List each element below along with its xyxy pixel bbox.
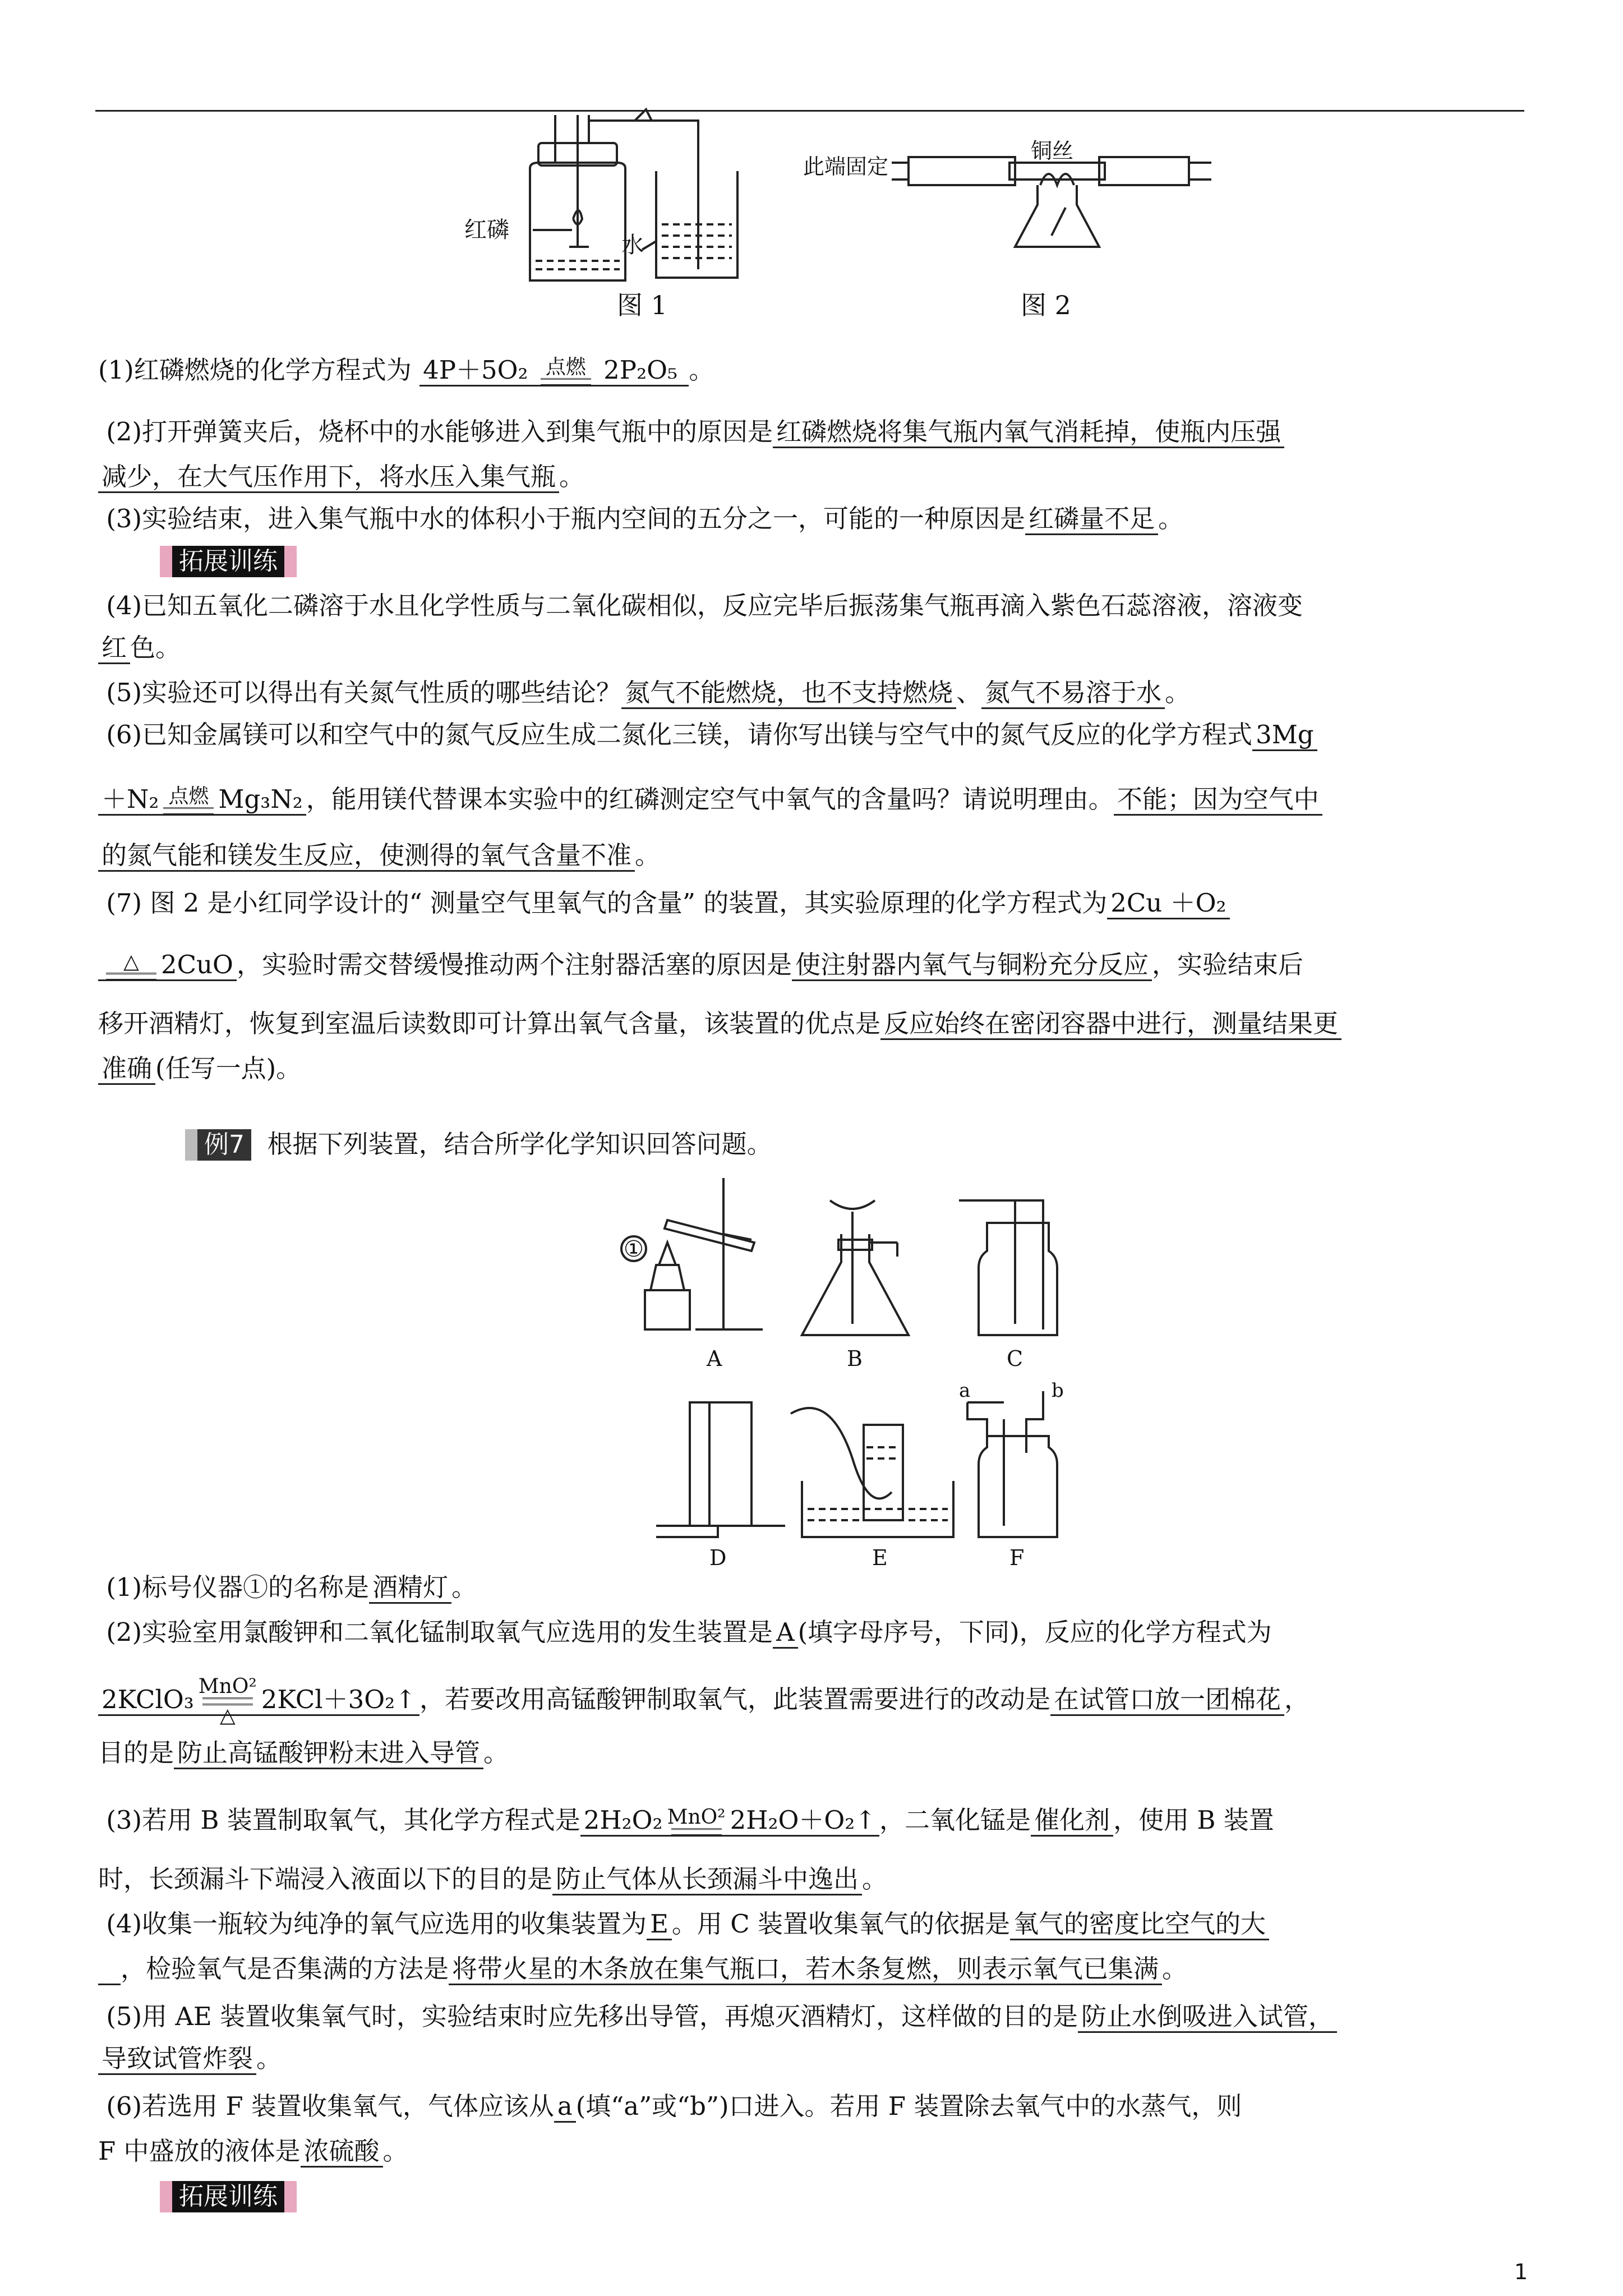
q4-suffix: 色。 — [130, 633, 181, 662]
apparatus-B-label: B — [847, 1346, 863, 1371]
question-2 — [98, 415, 1528, 449]
q7-eq-a: 2Cu ＋O₂ — [1107, 888, 1229, 919]
example7-question-3 — [98, 1803, 1528, 1837]
r3-eq-b: 2H₂O＋O₂↑ — [730, 1805, 877, 1835]
q6-eq-c: Mg₃N₂ — [218, 784, 303, 814]
fig2-label-fixed-end: 此端固定 — [803, 154, 889, 179]
q7-mid2: ，实验结束后 — [1151, 950, 1303, 979]
extension-training-heading-2 — [160, 2179, 1590, 2213]
q7-text: (7) 图 2 是小红同学设计的“ 测量空气里氧气的含量” 的装置，其实验原理的化学方程式为 — [106, 888, 1108, 918]
q2-text: (2)打开弹簧夹后，烧杯中的水能够进入到集气瓶中的原因是 — [106, 417, 773, 447]
example-7-tag: 例7 — [185, 1129, 251, 1161]
apparatus-F — [967, 1391, 1057, 1537]
apparatus-A-marker: ① — [624, 1236, 644, 1262]
r3-answer-2: 防止气体从长颈漏斗中逸出 — [552, 1864, 862, 1895]
r2-mid3: ， — [1284, 1684, 1310, 1714]
r2-answer-1: A — [773, 1617, 798, 1649]
example-7-text: 根据下列装置，结合所学化学知识回答问题。 — [267, 1129, 772, 1159]
example7-question-2-cont2 — [98, 1736, 1528, 1770]
apparatus-E — [791, 1408, 953, 1537]
question-6-cont — [98, 783, 1528, 816]
r2-answer-2: 在试管口放一团棉花 — [1050, 1685, 1284, 1716]
question-2-cont — [98, 460, 1528, 494]
example7-question-1 — [98, 1571, 1528, 1604]
apparatus-A — [621, 1178, 763, 1329]
r1-text: (1)标号仪器①的名称是 — [106, 1572, 370, 1602]
question-3 — [98, 502, 1528, 536]
q7-mid: ，实验时需交替缓慢推动两个注射器活塞的原因是 — [236, 950, 792, 979]
r2-cond-bottom: △ — [219, 1704, 236, 1727]
question-6-cont2 — [98, 839, 1528, 872]
fig1-caption: 图 1 — [617, 290, 667, 320]
q6-equation — [98, 784, 306, 816]
example7-question-2 — [98, 1616, 1528, 1649]
fig1-label-red-phosphorus: 红磷 — [464, 217, 509, 243]
q6-condition — [163, 784, 214, 816]
q7-line3: 移开酒精灯，恢复到室温后读数即可计算出氧气含量，该装置的优点是 — [98, 1009, 881, 1038]
q7-answer-1: 使注射器内氧气与铜粉充分反应 — [792, 950, 1152, 981]
r5-answer-1: 防止水倒吸进入试管， — [1078, 2001, 1337, 2033]
r2-eq-b: 2KCl＋3O₂↑ — [261, 1684, 416, 1714]
question-7 — [98, 886, 1528, 920]
example-7-heading — [185, 1128, 1615, 1161]
q3-text: (3)实验结束，进入集气瓶中水的体积小于瓶内空间的五分之一，可能的一种原因是 — [106, 504, 1026, 533]
r2-text: (2)实验室用氯酸钾和二氧化锰制取氧气应选用的发生装置是 — [106, 1617, 773, 1647]
apparatus-F-port-b: b — [1052, 1379, 1064, 1402]
r2-condition — [199, 1677, 257, 1726]
apparatus-C-label: C — [1007, 1346, 1023, 1371]
q7-answer-2a: 反应始终在密闭容器中进行，测量结果更 — [880, 1009, 1341, 1040]
figure-2 — [892, 157, 1211, 247]
apparatus-C — [959, 1200, 1057, 1335]
extension-training-tag-2: 拓展训练 — [160, 2181, 297, 2212]
r3-text: (3)若用 B 装置制取氧气，其化学方程式是 — [106, 1805, 580, 1835]
q6-cond-text: 点燃 — [168, 784, 209, 808]
q5-answer-2: 氮气不易溶于水 — [981, 678, 1165, 709]
q6-answer-part2: 的氮气能和镁发生反应，使测得的氧气含量不准 — [98, 840, 635, 872]
r2-cond-top: MnO² — [198, 1675, 257, 1698]
r3-equals — [671, 1828, 722, 1836]
r2-mid: (填字母序号，下同)，反应的化学方程式为 — [797, 1617, 1272, 1647]
q6-eq-b: ＋N₂ — [102, 784, 159, 814]
r1-answer: 酒精灯 — [369, 1572, 451, 1604]
apparatus-E-label: E — [872, 1545, 888, 1570]
r6-answer-1: a — [554, 2091, 576, 2123]
r6-line2: F 中盛放的液体是 — [98, 2136, 301, 2166]
r5-suffix: 。 — [256, 2044, 282, 2073]
q1-cond-text: 点燃 — [545, 355, 586, 379]
example7-question-4-cont — [98, 1952, 1528, 1986]
fig2-caption: 图 2 — [1021, 290, 1071, 320]
apparatus-B — [802, 1200, 909, 1335]
question-4-cont — [98, 631, 1528, 665]
q6-suffix: 。 — [635, 840, 661, 870]
example7-question-4 — [98, 1907, 1528, 1941]
apparatus-D — [656, 1402, 785, 1537]
r3-line2: 时，长颈漏斗下端浸入液面以下的目的是 — [98, 1864, 553, 1894]
question-5 — [98, 676, 1528, 710]
question-4 — [98, 589, 1528, 623]
q5-suffix: 。 — [1165, 678, 1191, 707]
r4-mid: 。用 C 装置收集氧气的依据是 — [671, 1909, 1010, 1939]
extension-training-heading — [160, 544, 1590, 578]
q7-equation — [98, 950, 237, 981]
q2-suffix: 。 — [559, 462, 585, 491]
question-1 — [98, 353, 1528, 387]
example7-question-6-cont — [98, 2134, 1528, 2168]
r3-suffix: 。 — [862, 1864, 888, 1894]
page-number: 1 — [1514, 2260, 1528, 2284]
r4-answer-3: 将带火星的木条放在集气瓶口，若木条复燃，则表示氧气已集满 — [449, 1954, 1162, 1985]
r6-text: (6)若选用 F 装置收集氧气，气体应该从 — [106, 2091, 554, 2121]
r3-condition — [667, 1805, 726, 1837]
r6-mid: (填“a”或“b”)口进入。若用 F 装置除去氧气中的水蒸气，则 — [575, 2091, 1242, 2121]
apparatus-F-port-a: a — [959, 1379, 971, 1402]
example7-question-5 — [98, 2000, 1528, 2033]
q6-eq-a: 3Mg — [1252, 720, 1317, 751]
r6-answer-2: 浓硫酸 — [301, 2136, 383, 2168]
top-rule — [95, 110, 1524, 112]
fig1-label-water: 水 — [621, 232, 644, 258]
r3-mid: ，二氧化锰是 — [879, 1805, 1031, 1835]
r4-answer-1: E — [647, 1909, 672, 1940]
q2-answer-part2: 减少，在大气压作用下，将水压入集气瓶 — [98, 462, 559, 493]
example7-question-5-cont — [98, 2042, 1528, 2076]
r2-mid2: ，若要改用高锰酸钾制取氧气，此装置需要进行的改动是 — [419, 1684, 1050, 1714]
q1-suffix: 。 — [689, 355, 714, 385]
r5-text: (5)用 AE 装置收集氧气时，实验结束时应先移出导管，再熄灭酒精灯，这样做的目的是 — [106, 2001, 1078, 2031]
q1-condition — [541, 355, 591, 387]
q6-answer-part1: 不能；因为空气中 — [1114, 784, 1322, 816]
q1-equals — [541, 378, 591, 386]
r4-answer-2: 氧气的密度比空气的大 — [1010, 1909, 1269, 1940]
r3-cond-text: MnO² — [667, 1805, 726, 1829]
r4-text: (4)收集一瓶较为纯净的氧气应选用的收集装置为 — [106, 1909, 647, 1939]
r1-suffix: 。 — [451, 1572, 477, 1602]
question-7-cont3 — [98, 1052, 1528, 1085]
question-7-cont — [98, 948, 1528, 982]
r2-eq-a: 2KClO₃ — [102, 1684, 194, 1714]
example7-question-3-cont — [98, 1862, 1528, 1896]
r4-suffix: 。 — [1162, 1954, 1188, 1984]
r2-answer-3: 防止高锰酸钾粉末进入导管 — [174, 1738, 483, 1769]
r3-answer-1: 催化剂 — [1031, 1805, 1113, 1837]
r3-mid2: ，使用 B 装置 — [1113, 1805, 1274, 1835]
fig2-label-copper-wire: 铜丝 — [1031, 139, 1074, 163]
q6-mid: ，能用镁代替课本实验中的红磷测定空气中氧气的含量吗？请说明理由。 — [306, 784, 1114, 814]
q4-answer: 红 — [98, 633, 130, 664]
extension-training-tag: 拓展训练 — [160, 546, 297, 577]
q6-text: (6)已知金属镁可以和空气中的氮气反应生成二氮化三镁，请你写出镁与空气中的氮气反应的化学方程式 — [106, 720, 1253, 749]
example7-question-2-cont — [98, 1677, 1528, 1726]
q3-suffix: 。 — [1158, 504, 1184, 533]
r3-equation — [580, 1805, 879, 1837]
q7-cond-text: △ — [123, 950, 139, 973]
q1-eq-left: 4P＋5O₂ — [423, 355, 528, 385]
r3-eq-a: 2H₂O₂ — [583, 1805, 663, 1835]
question-7-cont2 — [98, 1007, 1528, 1041]
apparatus-A-label: A — [707, 1346, 722, 1371]
q5-sep: 、 — [956, 678, 982, 707]
example7-question-6 — [98, 2090, 1528, 2123]
q7-eq-b: 2CuO — [161, 950, 233, 979]
q7-equals — [106, 973, 156, 981]
q2-answer-part1: 红磷燃烧将集气瓶内氧气消耗掉，使瓶内压强 — [773, 417, 1284, 448]
q7-condition — [106, 950, 156, 982]
q7-suffix: (任写一点)。 — [155, 1053, 302, 1083]
q3-answer: 红磷量不足 — [1025, 504, 1158, 535]
q5-answer-1: 氮气不能燃烧，也不支持燃烧 — [621, 678, 956, 709]
q6-equals — [163, 807, 214, 815]
r6-suffix: 。 — [382, 2136, 408, 2166]
r4-mid2: ，检验氧气是否集满的方法是 — [121, 1954, 449, 1984]
apparatus-F-label: F — [1009, 1545, 1025, 1570]
r5-answer-2: 导致试管炸裂 — [98, 2044, 256, 2075]
r2-line3: 目的是 — [98, 1738, 174, 1768]
q1-text: (1)红磷燃烧的化学方程式为 — [98, 355, 412, 385]
apparatus-D-label: D — [709, 1545, 727, 1570]
q4-text: (4)已知五氧化二磷溶于水且化学性质与二氧化碳相似，反应完毕后振荡集气瓶再滴入紫色石蕊溶液，溶液变 — [106, 591, 1303, 620]
q1-answer-equation — [419, 355, 689, 386]
question-6 — [98, 718, 1528, 752]
q7-answer-2b: 准确 — [98, 1053, 155, 1085]
q5-text: (5)实验还可以得出有关氮气性质的哪些结论？ — [106, 678, 622, 707]
r2-equation — [98, 1675, 419, 1727]
r2-suffix: 。 — [483, 1738, 509, 1768]
q1-eq-right: 2P₂O₅ — [603, 355, 678, 385]
figure-1 — [530, 109, 737, 280]
